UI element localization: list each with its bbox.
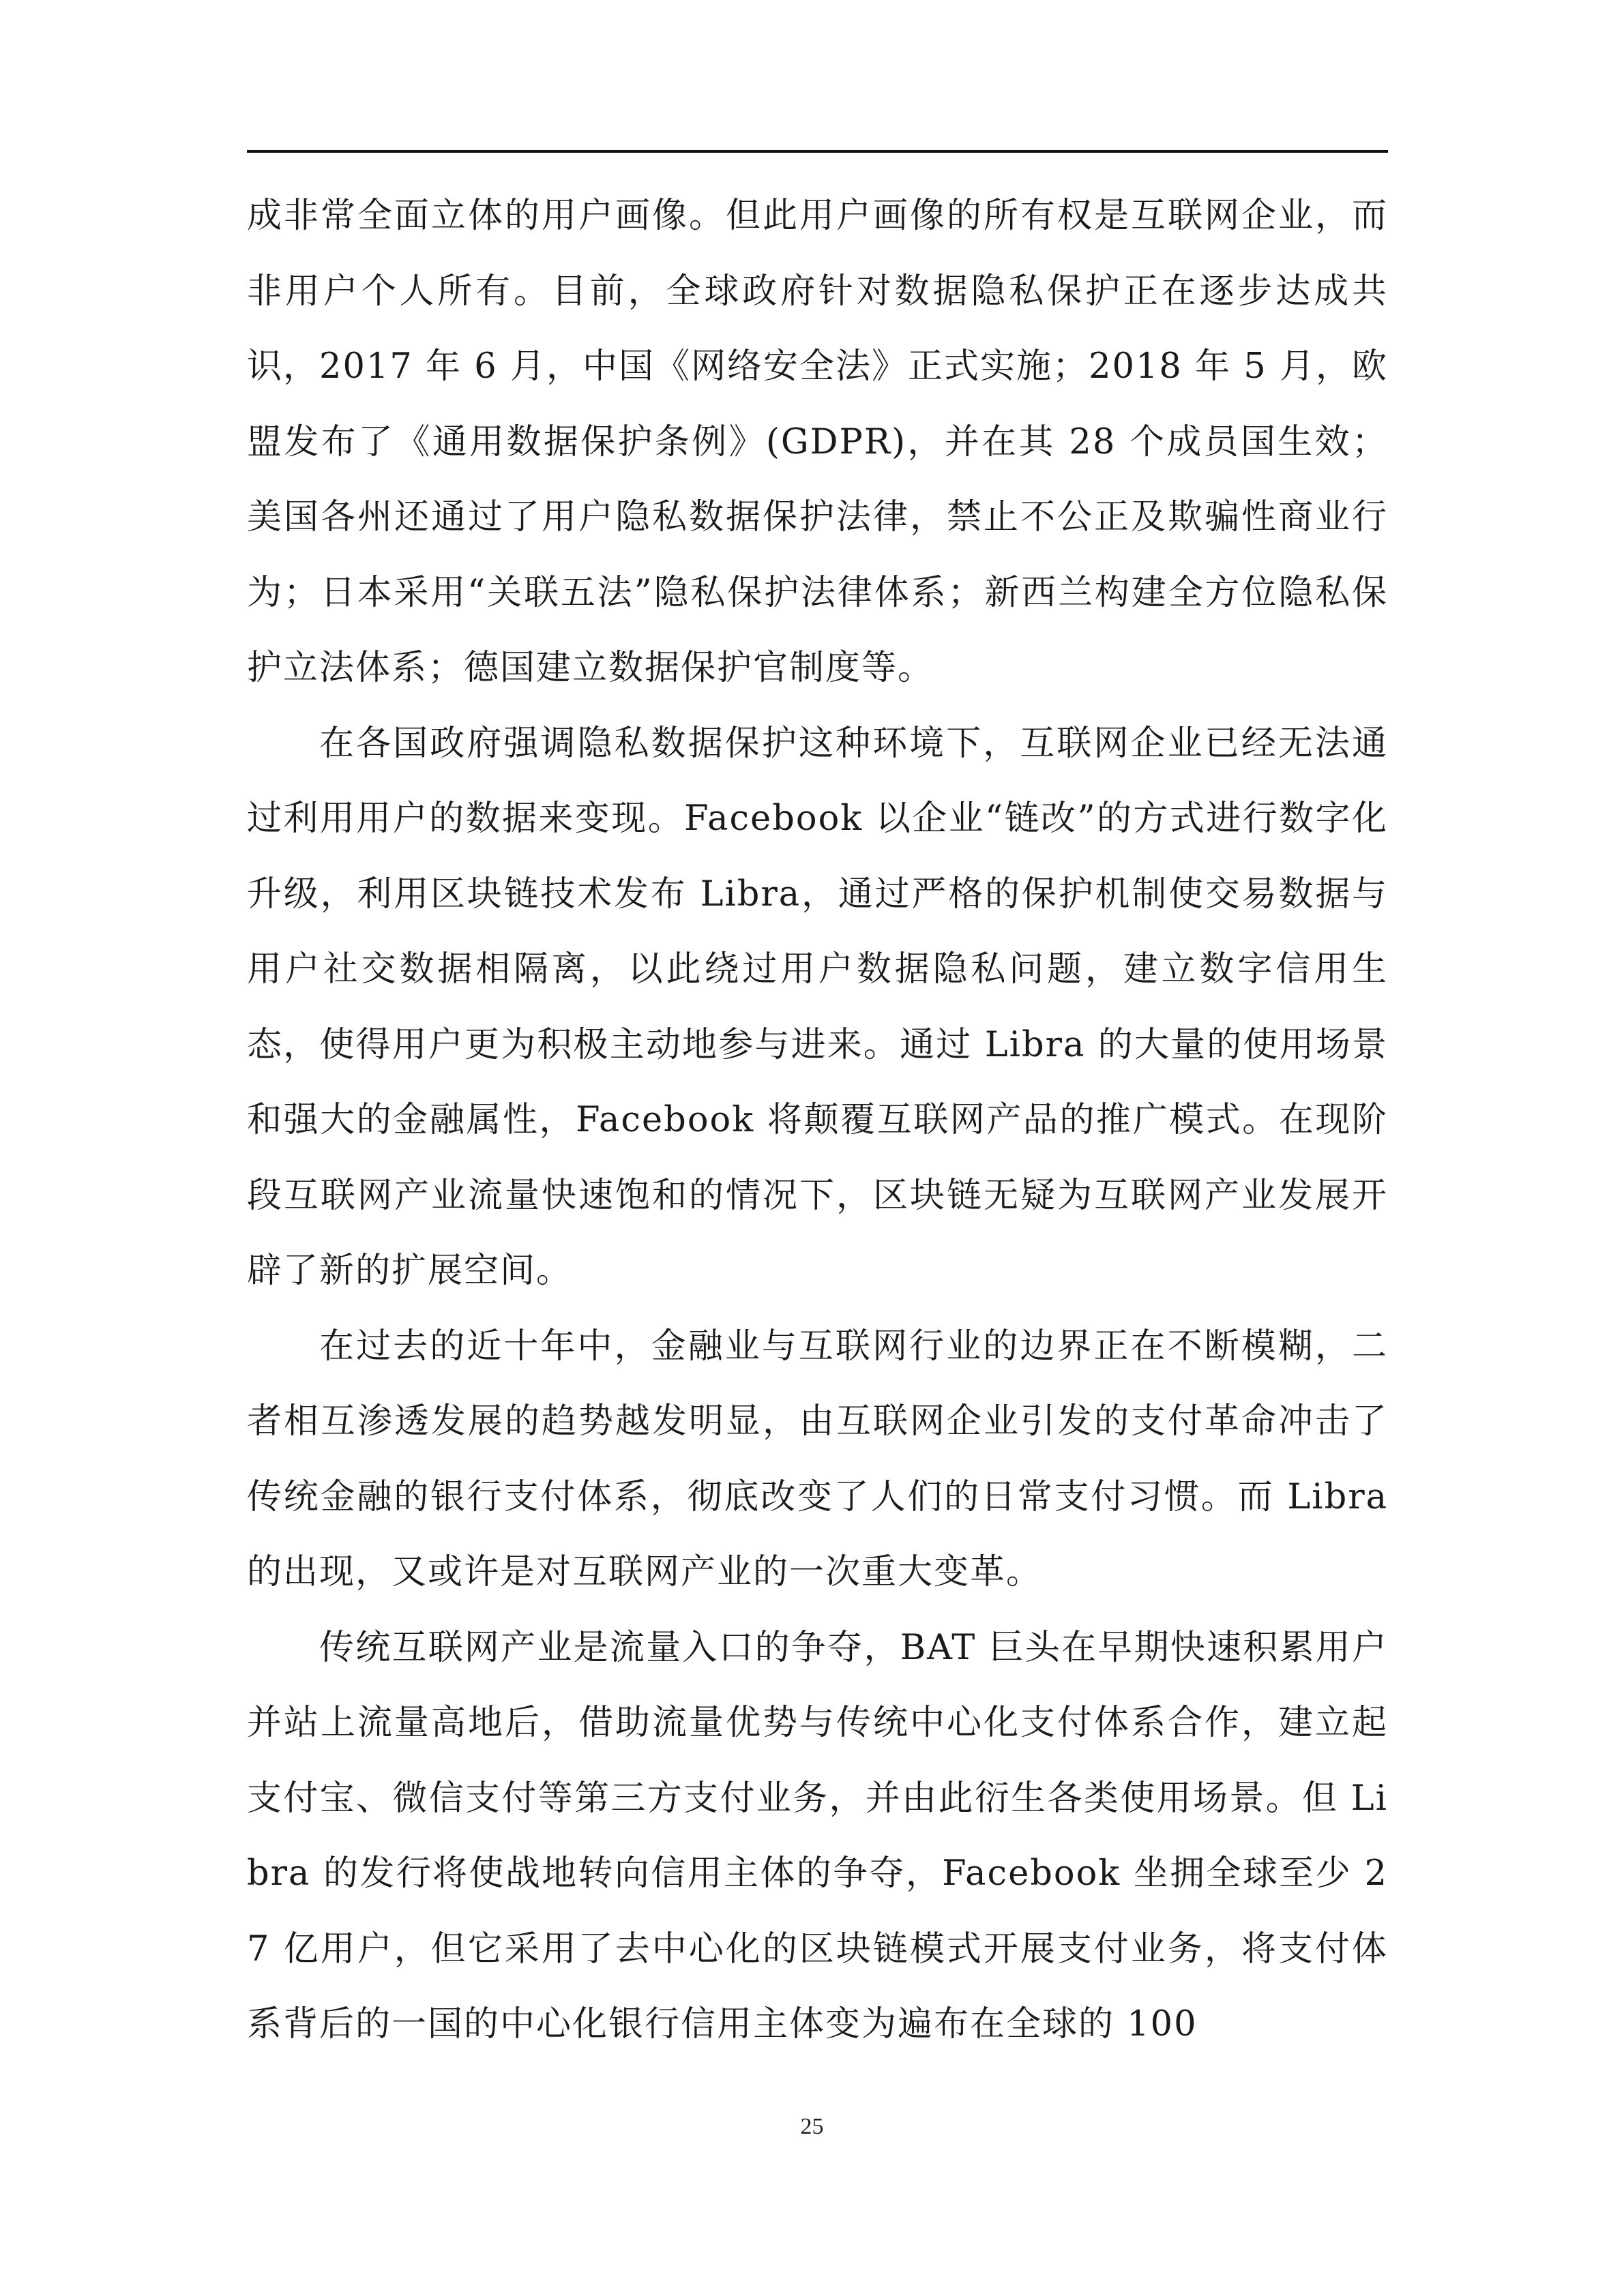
page-body: [247, 179, 1388, 2063]
header-rule: [247, 150, 1388, 153]
paragraph-1: 成非常全面立体的用户画像。但此用户画像的所有权是互联网企业，而非用户个人所有。目前，全球政府针对数据隐私保护正在逐步达成共识，2017 年 6 月，中国《网络安全法》正式实施；2018 年 5 月，欧盟发布了《通用数据保护条例》(GDPR)，并在其 28 个成员国生效；美国各州还通过了用户隐私数据保护法律，禁止不公正及欺骗性商业行为；日本采用“关联五法”隐私保护法律体系；新西兰构建全方位隐私保护立法体系；德国建立数据保护官制度等。: [247, 196, 1388, 688]
paragraph-2: 在各国政府强调隐私数据保护这种环境下，互联网企业已经无法通过利用用户的数据来变现。Facebook 以企业“链改”的方式进行数字化升级，利用区块链技术发布 Libra，通过严格的保护机制使交易数据与用户社交数据相隔离，以此绕过用户数据隐私问题，建立数字信用生态，使得用户更为积极主动地参与进来。通过 Libra 的大量的使用场景和强大的金融属性，Facebook 将颠覆互联网产品的推广模式。在现阶段互联网产业流量快速饱和的情况下，区块链无疑为互联网产业发展开辟了新的扩展空间。: [247, 723, 1388, 1291]
paragraph-4: 传统互联网产业是流量入口的争夺，BAT 巨头在早期快速积累用户并站上流量高地后，借助流量优势与传统中心化支付体系合作，建立起支付宝、微信支付等第三方支付业务，并由此衍生各类使用场景。但 Libra 的发行将使战地转向信用主体的争夺，Facebook 坐拥全球至少 27 亿用户，但它采用了去中心化的区块链模式开展支付业务，将支付体系背后的一国的中心化银行信用主体变为遍布在全球的 100: [247, 1627, 1388, 2044]
page-number: 25: [800, 2114, 824, 2139]
paragraph-3: 在过去的近十年中，金融业与互联网行业的边界正在不断模糊，二者相互渗透发展的趋势越发明显，由互联网企业引发的支付革命冲击了传统金融的银行支付体系，彻底改变了人们的日常支付习惯。而 Libra 的出现，又或许是对互联网产业的一次重大变革。: [247, 1326, 1388, 1592]
